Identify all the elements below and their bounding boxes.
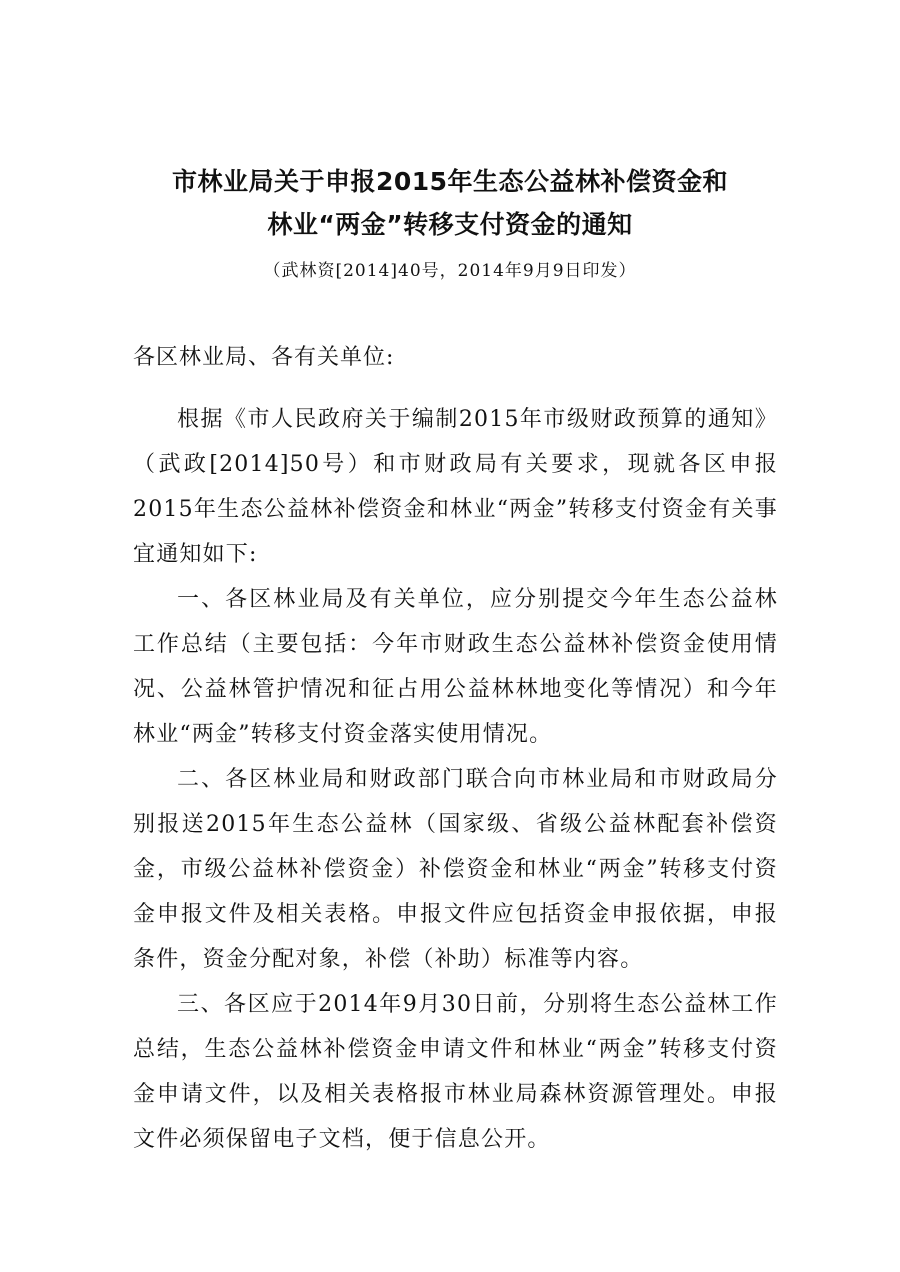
document-number: （武林资[2014]40号，2014年9月9日印发）	[263, 261, 637, 281]
salutation: 各区林业局、各有关单位:	[133, 345, 395, 370]
paragraph-item-3: 三、各区应于2014年9月30日前，分别将生态公益林工作总结，生态公益林补偿资金申请文件和林业“两金”转移支付资金申请文件，以及相关表格报市林业局森林资源管理处。申报文件必须保留电子文档，便于信息公开。	[133, 992, 778, 1152]
document-title-line-1: 市林业局关于申报2015年生态公益林补偿资金和	[171, 167, 729, 196]
paragraph-intro: 根据《市人民政府关于编制2015年市级财政预算的通知》（武政[2014]50号）和市财政局有关要求，现就各区申报2015年生态公益林补偿资金和林业“两金”转移支付资金有关事宜通知如下:	[133, 407, 778, 567]
paragraph-item-1: 一、各区林业局及有关单位，应分别提交今年生态公益林工作总结（主要包括：今年市财政生态公益林补偿资金使用情况、公益林管护情况和征占用公益林林地变化等情况）和今年林业“两金”转移支付资金落实使用情况。	[133, 587, 778, 747]
document-title-line-2: 林业“两金”转移支付资金的通知	[267, 210, 633, 239]
paragraph-item-2: 二、各区林业局和财政部门联合向市林业局和市财政局分别报送2015年生态公益林（国家级、省级公益林配套补偿资金，市级公益林补偿资金）补偿资金和林业“两金”转移支付资金申报文件及相关表格。申报文件应包括资金申报依据，申报条件，资金分配对象，补偿（补助）标准等内容。	[133, 767, 778, 972]
